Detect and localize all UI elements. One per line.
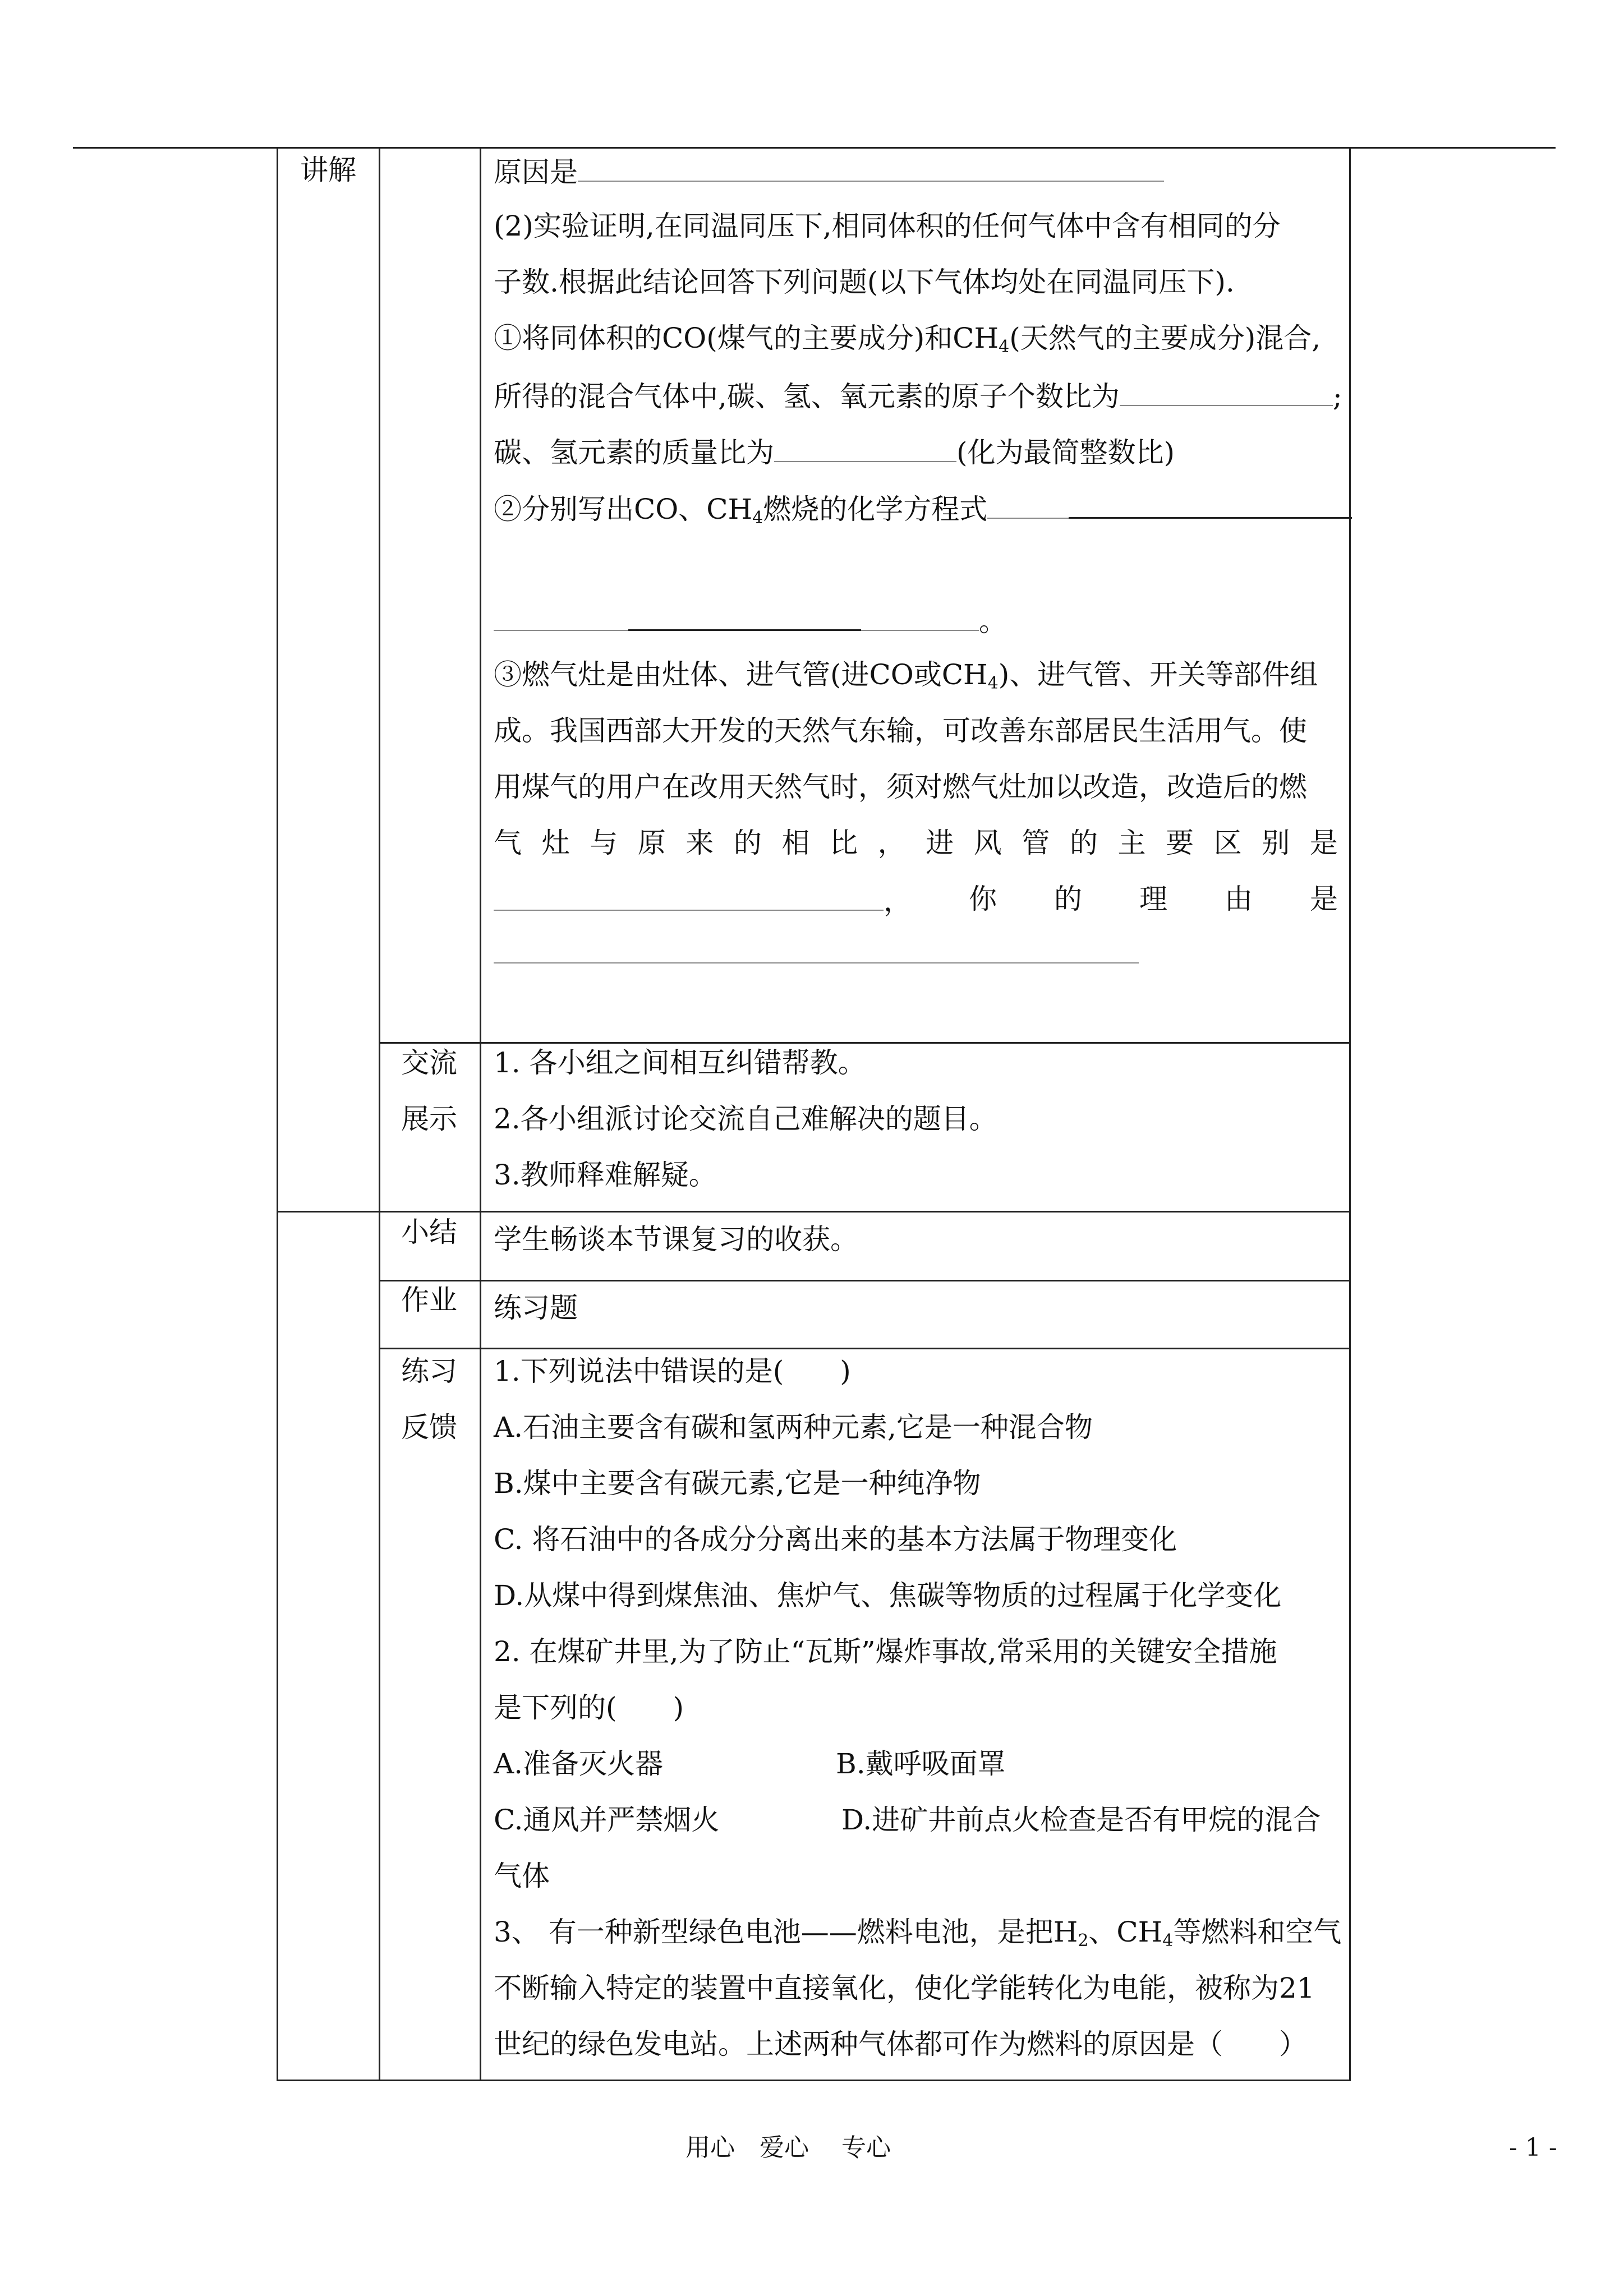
label-jiangjie: 讲解 [300,154,356,186]
answer-blank [861,605,979,631]
row-divider-2 [277,1211,1351,1212]
jiangjie-line-8: 。 [494,605,1007,635]
label-xiaojie: 小结 [401,1216,457,1248]
q1-option-c: C. 将石油中的各成分分离出来的基本方法属于物理变化 [494,1523,1177,1556]
table-divider-1 [379,147,380,2081]
jiangjie-line-6: 碳、氢元素的质量比为 (化为最简整数比) [494,436,1175,469]
answer-blank [1120,380,1333,406]
table-divider-2 [480,147,481,2081]
jiaoliu-line-1: 1. 各小组之间相互纠错帮教。 [494,1046,866,1079]
row-divider-4 [379,1348,1351,1349]
jiangjie-line-7: ②分别写出CO、$CH_4$燃烧的化学方程式 [494,492,1352,523]
answer-blank [494,885,884,911]
q1-option-d: D.从煤中得到煤焦油、焦炉气、焦碳等物质的过程属于化学变化 [494,1579,1282,1612]
answer-blank [494,605,628,631]
jiangjie-line-13: ， 你 的 理 由 是 [494,885,1338,915]
jiangjie-line-9: ③燃气灶是由灶体、进气管(进CO或$CH_4$)、进气管、开关等部件组 [494,658,1318,693]
jiangjie-line-2: (2)实验证明,在同温同压下,相同体积的任何气体中含有相同的分 [494,210,1281,242]
jiaoliu-line-3: 3.教师释难解疑。 [494,1159,717,1191]
answer-blank [774,436,956,462]
q2-option-c: C.通风并严禁烟火 [494,1804,720,1836]
q1-stem: 1.下列说法中错误的是( ) [494,1355,851,1387]
label-zuoye: 作业 [401,1284,457,1316]
label-jiaoliu-1: 交流 [401,1046,457,1079]
answer-blank [628,605,861,631]
q1-option-b: B.煤中主要含有碳元素,它是一种纯净物 [494,1467,981,1500]
jiangjie-line-10: 成。我国西部大开发的天然气东输，可改善东部居民生活用气。使 [494,714,1307,747]
label-lianxi-1: 练习 [401,1355,457,1387]
q2-stem-cont: 是下列的( ) [494,1691,684,1724]
q2-option-b: B.戴呼吸面罩 [836,1748,1006,1780]
jiangjie-line-14 [494,938,1139,968]
row-divider-1 [379,1042,1351,1044]
answer-blank [578,156,1164,182]
q2-option-d-cont: 气体 [494,1860,550,1892]
label-lianxi-2: 反馈 [401,1411,457,1444]
table-border-right [1349,147,1351,2081]
table-border-left [277,147,278,2081]
footer-motto: 用心 爱心 专心 [686,2133,891,2162]
xiaojie-content: 学生畅谈本节课复习的收获。 [494,1223,858,1256]
zuoye-content: 练习题 [494,1292,578,1324]
label-jiaoliu-2: 展示 [401,1103,457,1135]
q3-stem-line-3: 世纪的绿色发电站。上述两种气体都可作为燃料的原因是（ ） [494,2028,1307,2060]
page-number: - 1 - [1509,2133,1557,2162]
jiangjie-line-5: 所得的混合气体中,碳、氢、氧元素的原子个数比为 ; [494,380,1342,413]
q1-option-a: A.石油主要含有碳和氢两种元素,它是一种混合物 [494,1411,1093,1444]
jiangjie-line-3: 子数.根据此结论回答下列问题(以下气体均处在同温同压下). [494,266,1235,298]
jiangjie-line-11: 用煤气的用户在改用天然气时，须对燃气灶加以改造，改造后的燃 [494,771,1307,803]
jiangjie-line-4: ①将同体积的CO(煤气的主要成分)和$CH_4$(天然气的主要成分)混合, [494,322,1321,357]
jiaoliu-line-2: 2.各小组派讨论交流自己难解决的题目。 [494,1103,997,1135]
q3-stem: 3、 有一种新型绿色电池——燃料电池，是把$H_2$、$CH_4$等燃料和空气 [494,1916,1342,1951]
jiangjie-line-1: 原因是 [494,156,1164,186]
answer-blank [987,493,1069,519]
jiangjie-line-12: 气 灶 与 原 来 的 相 比 ， 进 风 管 的 主 要 区 别 是 [494,827,1338,859]
q3-stem-line-2: 不断输入特定的装置中直接氧化，使化学能转化为电能，被称为21 [494,1972,1315,2004]
q2-option-a: A.准备灭火器 [494,1748,664,1780]
header-rule [73,147,1556,149]
answer-blank [1069,492,1352,519]
row-divider-3 [379,1280,1351,1281]
q2-stem: 2. 在煤矿井里,为了防止“瓦斯”爆炸事故,常采用的关键安全措施 [494,1635,1277,1668]
answer-blank [494,938,1139,963]
table-border-bottom [277,2080,1351,2081]
q2-option-d: D.进矿井前点火检查是否有甲烷的混合 [841,1804,1321,1836]
